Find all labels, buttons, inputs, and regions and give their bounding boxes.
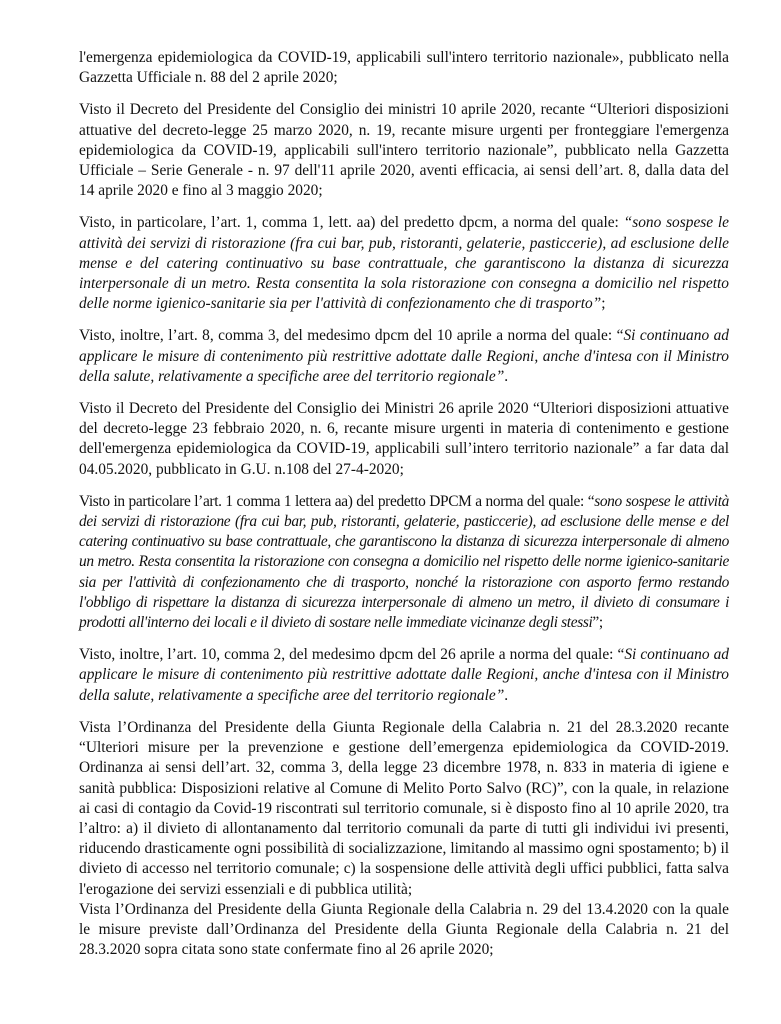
- quoted-text: Si continuano ad applicare le misure di contenimento più restrittive adottate dalle Regioni, anche d'intesa con il Ministro della salute, relativamente a specifiche aree del territorio regionale”: [79, 327, 729, 385]
- paragraph-text: l'emergenza epidemiologica da COVID-19, applicabili sull'intero territorio nazionale», pubblicato nella Gazzetta Ufficiale n. 88 del 2 aprile 2020;: [79, 49, 729, 87]
- paragraph-dpcm-26-aprile: [79, 399, 729, 480]
- quoted-text: sono sospese le attività dei servizi di ristorazione (fra cui bar, pub, ristoranti, gelaterie, pasticcerie), ad esclusione delle mense e del catering continuativo su base contrattuale, che garantiscono la distanza di sicurezza interpersonale di almeno un metro. Resta consentita la ristorazione con consegna a domicilio nel rispetto delle norme igienico-sanitarie sia per l'attività di confezionamento che di trasporto, nonché la ristorazione con asporto fermo restando l'obbligo di rispettare la distanza di sicurezza interpersonale di almeno un metro, il divieto di consumare i prodotti all'interno dei locali e il divieto di sostare nelle immediate vicinanze degli stessi: [79, 492, 729, 632]
- paragraph-end: ;: [601, 295, 606, 313]
- paragraph-text: Vista l’Ordinanza del Presidente della Giunta Regionale della Calabria n. 21 del 28.3.2020 recante “Ulteriori misure per la prevenzione e gestione dell’emergenza epidemiologica da COVID-2019. Ordinanza ai sensi dell’art. 32, comma 3, della legge 23 dicembre 1978, n. 833 in materia di igiene e sanità pubblica: Disposizioni relative al Comune di Melito Porto Salvo (RC)”, con la quale, in relazione ai casi di contagio da Covid-19 riscontrati sul territorio comunale, si è disposto fino al 10 aprile 2020, tra l’altro: a) il divieto di allontanamento dal territorio comunali da parte di tutti gli individui ivi presenti, riducendo drasticamente ogni possibilità di socializzazione, limitando al massimo ogni spostamento; b) il divieto di accesso nel territorio comunale; c) la sospensione delle attività degli uffici pubblici, fatta salva l'erogazione dei servizi essenziali e di pubblica utilità;: [79, 718, 729, 898]
- paragraph-art1-dpcm-10-aprile: [79, 213, 729, 314]
- document-page: [79, 48, 729, 960]
- paragraph-dpcm-10-aprile: [79, 100, 729, 201]
- paragraph-art8-dpcm-10-aprile: [79, 326, 729, 387]
- paragraph-ordinanza-21: [79, 718, 729, 900]
- paragraph-ordinanza-29: [79, 900, 729, 961]
- paragraph-text: Visto, in particolare, l’art. 1, comma 1, lett. aa) del predetto dpcm, a norma del quale:: [79, 214, 624, 232]
- paragraph-text: Vista l’Ordinanza del Presidente della Giunta Regionale della Calabria n. 29 del 13.4.2020 con la quale le misure previste dall’Ordinanza del Presidente della Giunta Regionale della Calabria n. 21 del 28.3.2020 sopra citata sono state confermate fino al 26 aprile 2020;: [79, 900, 729, 959]
- paragraph-art1-dpcm-26-aprile: [79, 492, 729, 633]
- quoted-text: “sono sospese le attività dei servizi di ristorazione (fra cui bar, pub, ristoranti, gelaterie, pasticcerie), ad esclusione delle mense e del catering continuativo su base contrattuale, che garantiscono la distanza di sicurezza interpersonale di un metro. Resta consentita la sola ristorazione con consegna a domicilio nel rispetto delle norme igienico-sanitarie sia per l'attività di confezionamento che di trasporto”: [79, 214, 729, 313]
- paragraph-end: ”;: [592, 614, 603, 632]
- paragraph-text: Visto in particolare l’art. 1 comma 1 lettera aa) del predetto DPCM a norma del quale: “: [79, 492, 595, 510]
- paragraph-end: .: [504, 686, 509, 704]
- quoted-text: Si continuano ad applicare le misure di contenimento più restrittive adottate dalle Regioni, anche d'intesa con il Ministro della salute, relativamente a specifiche aree del territorio regionale”: [79, 646, 729, 704]
- paragraph-art10-dpcm-26-aprile: [79, 645, 729, 706]
- paragraph-text: Visto, inoltre, l’art. 8, comma 3, del medesimo dpcm del 10 aprile a norma del quale: “: [79, 327, 624, 345]
- paragraph-text: Visto, inoltre, l’art. 10, comma 2, del medesimo dpcm del 26 aprile a norma del quale: “: [79, 646, 625, 664]
- paragraph-gazzetta-88: [79, 48, 729, 88]
- paragraph-end: .: [504, 367, 509, 385]
- paragraph-text: Visto il Decreto del Presidente del Consiglio dei Ministri 26 aprile 2020 “Ulteriori disposizioni attuative del decreto-legge 23 febbraio 2020, n. 6, recante misure urgenti in materia di contenimento e gestione dell'emergenza epidemiologica da COVID-19, applicabili sull’intero territorio nazionale” a far data dal 04.05.2020, pubblicato in G.U. n.108 del 27-4-2020;: [79, 400, 729, 478]
- paragraph-text: Visto il Decreto del Presidente del Consiglio dei ministri 10 aprile 2020, recante “Ulteriori disposizioni attuative del decreto-legge 25 marzo 2020, n. 19, recante misure urgenti per fronteggiare l'emergenza epidemiologica da COVID-19, applicabili sull'intero territorio nazionale”, pubblicato nella Gazzetta Ufficiale – Serie Generale - n. 97 dell'11 aprile 2020, aventi efficacia, ai sensi dell’art. 8, dalla data del 14 aprile 2020 e fino al 3 maggio 2020;: [79, 101, 729, 200]
